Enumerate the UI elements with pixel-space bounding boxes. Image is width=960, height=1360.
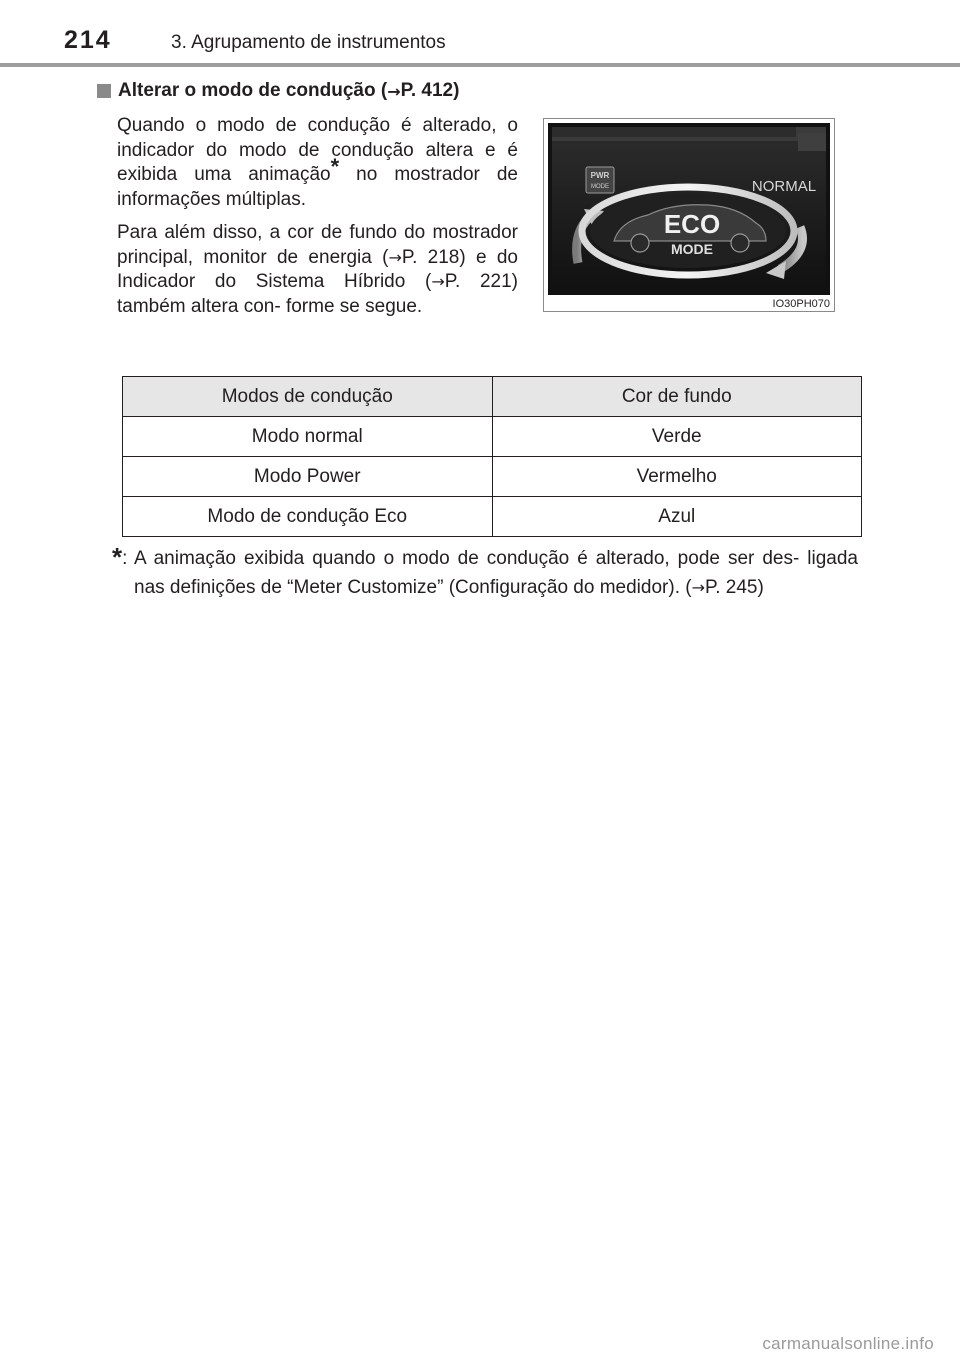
paragraph-mode-change — [117, 114, 518, 212]
arrow-icon: → — [691, 578, 705, 597]
para1-text-end: no mostrador de informações múltiplas. — [117, 164, 518, 210]
table-header-row — [123, 377, 862, 417]
footnote-text — [134, 544, 858, 602]
footnote — [112, 544, 858, 602]
table-cell: Modo Power — [123, 457, 493, 497]
table-header-cell: Cor de fundo — [492, 377, 862, 417]
page-number: 214 — [64, 26, 112, 54]
table-cell: Vermelho — [492, 457, 862, 497]
footnote-ref: P. 245) — [704, 577, 764, 598]
eco-label: ECO — [663, 209, 721, 239]
heading-text: Alterar o modo de condução ( — [118, 80, 388, 101]
table-cell: Verde — [492, 417, 862, 457]
chapter-title: 3. Agrupamento de instrumentos — [171, 32, 446, 53]
figure-code: IO30PH070 — [772, 298, 830, 310]
footnote-colon: : — [122, 548, 128, 569]
header-rule — [0, 63, 960, 67]
table-row — [123, 497, 862, 537]
eco-mode-display-figure — [543, 118, 835, 312]
table-row — [123, 457, 862, 497]
arrow-icon: → — [431, 272, 445, 291]
footnote-text-main: A animação exibida quando o modo de condução é alterado, pode ser des- ligada nas definições de “Meter Customize” (Configuração do medidor). ( — [134, 548, 858, 598]
arrow-icon: → — [388, 247, 402, 267]
table-cell: Modo de condução Eco — [123, 497, 493, 537]
footnote-mark — [112, 544, 127, 573]
eco-mode-display-illustration — [548, 123, 830, 295]
para2-text-1: Para além disso, a cor de fundo do mostrador principal, monitor de energia ( — [117, 222, 518, 268]
watermark: carmanualsonline.info — [762, 1334, 934, 1353]
section-heading — [97, 80, 459, 102]
square-bullet-icon — [97, 84, 111, 98]
table-header-cell: Modos de condução — [123, 377, 493, 417]
footnote-star: * — [112, 542, 123, 572]
pwr-mode-sublabel: MODE — [591, 184, 609, 190]
para2-text-2: P. 218) e do Indicador do Sistema Híbrido ( — [117, 246, 518, 292]
normal-mode-label: NORMAL — [751, 178, 817, 195]
arrow-icon: → — [387, 81, 401, 101]
para2-text-3: P. 221) também altera con- forme se segue. — [117, 271, 519, 317]
table-row — [123, 417, 862, 457]
paragraph-background-color — [117, 221, 518, 319]
mode-label: MODE — [671, 241, 713, 257]
heading-ref: P. 412) — [400, 80, 460, 101]
para1-text: Quando o modo de condução é alterado, o indicador do modo de condução altera e é exibida uma animação — [117, 115, 518, 185]
table-cell: Modo normal — [123, 417, 493, 457]
footnote-star: * — [330, 154, 340, 179]
table-cell: Azul — [492, 497, 862, 537]
pwr-mode-label: PWR — [590, 171, 610, 180]
driving-modes-table — [122, 376, 862, 537]
